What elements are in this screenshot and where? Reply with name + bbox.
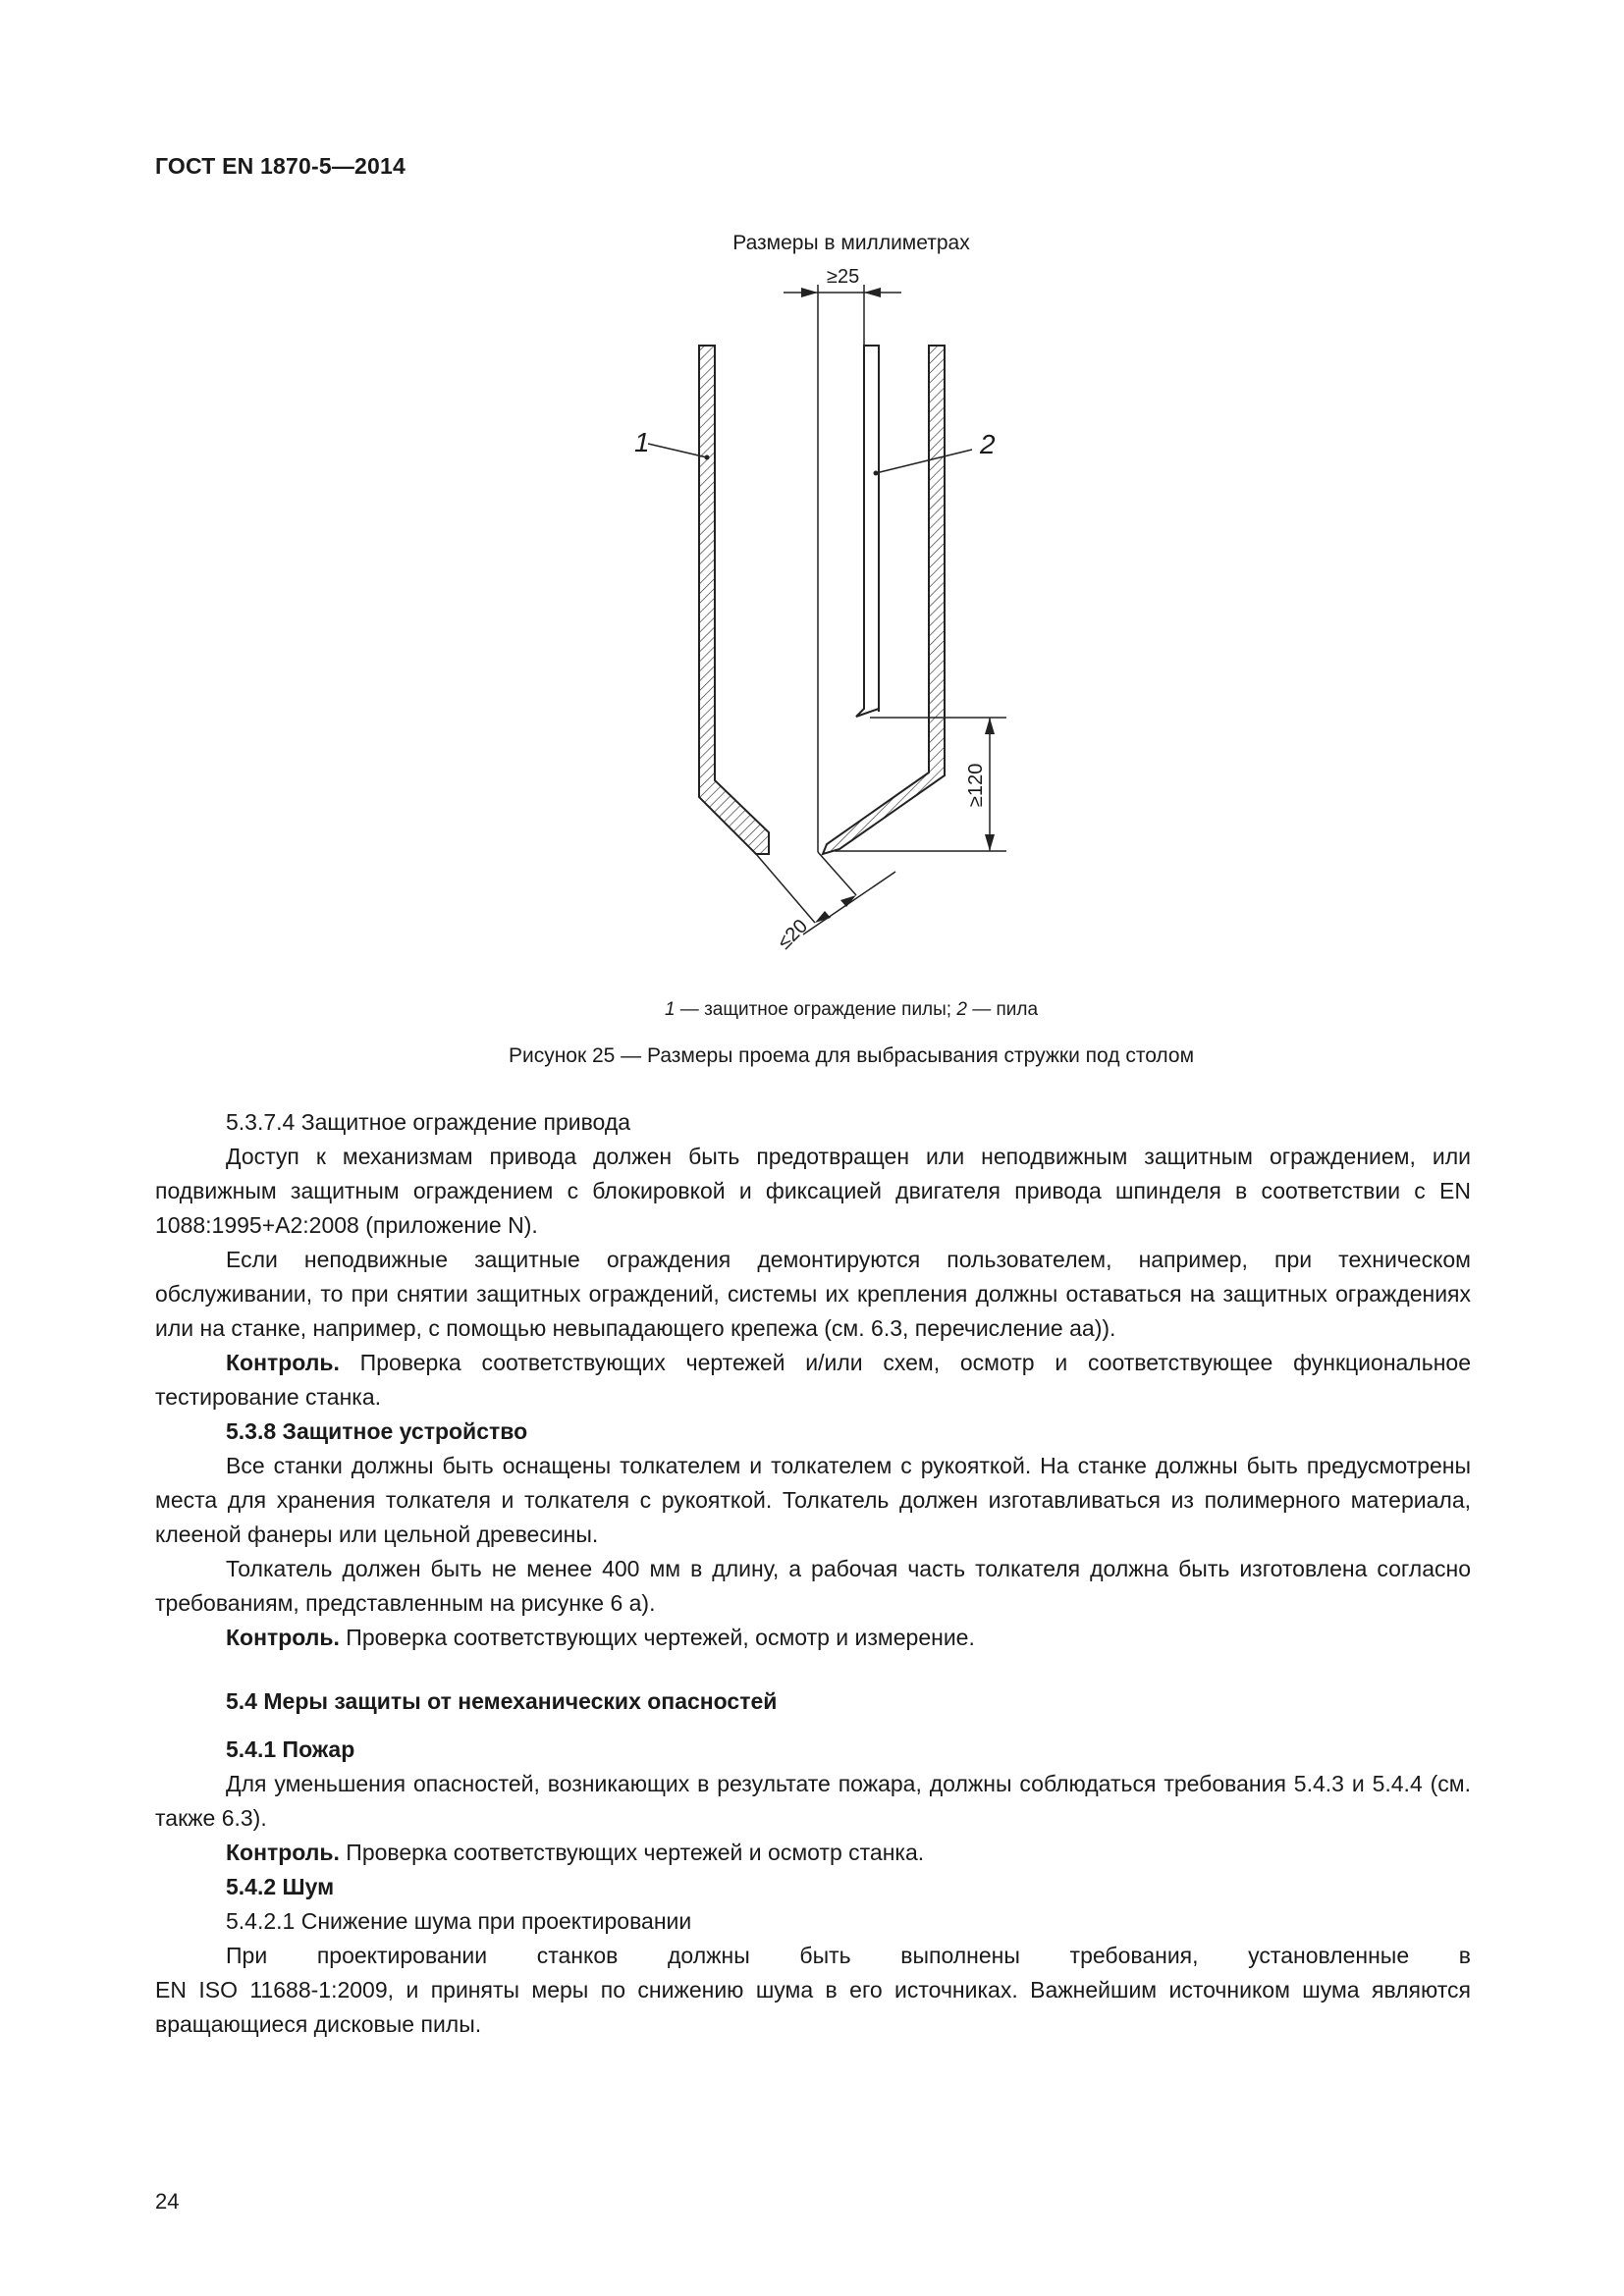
- label-1: 1: [634, 427, 650, 457]
- dim-bottom: ≤20: [773, 915, 813, 954]
- para-fire: Для уменьшения опасностей, возникающих в результате пожара, должны соблюдаться требования 5.4.3 и 5.4.4 (см. также 6.3).: [155, 1771, 1471, 1831]
- para-control-2: [155, 1621, 1471, 1655]
- section-5-4-2: 5.4.2 Шум: [226, 1874, 335, 1899]
- figure-units-note: Размеры в миллиметрах: [732, 232, 970, 254]
- para-noise: [155, 1939, 1471, 2042]
- saw-blade: [856, 346, 879, 717]
- legend-t2: — пила: [966, 999, 1039, 1020]
- noise-line-1: При проектировании станков должны быть выполнены требования, установленные в: [226, 1943, 1471, 1968]
- control-text: Проверка соответствующих чертежей и осмотр станка.: [339, 1840, 925, 1865]
- para-drive-access: Доступ к механизмам привода должен быть предотвращен или неподвижным защитным ограждением, или подвижным защитным ограждением с блокировкой и фиксацией двигателя привода шпинделя в соответствии с EN 1088:1995+A2:2008 (приложение N).: [155, 1144, 1471, 1238]
- control-text: Проверка соответствующих чертежей, осмотр и измерение.: [339, 1625, 975, 1650]
- page-number: 24: [155, 2189, 180, 2214]
- leader-2: [876, 450, 972, 473]
- para-5-3-7-4-heading: 5.3.7.4 Защитное ограждение привода: [226, 1109, 631, 1135]
- dim-top: ≥25: [827, 266, 860, 288]
- control-label: Контроль.: [226, 1625, 340, 1650]
- noise-rest: EN ISO 11688-1:2009, и приняты меры по снижению шума в его источниках. Важнейшим источником шума являются вращающиеся дисковые пилы.: [155, 1977, 1471, 2037]
- para-5-4-2-1-heading: 5.4.2.1 Снижение шума при проектировании: [226, 1908, 692, 1934]
- body-text: [155, 1105, 1471, 2042]
- para-pusher-length: Толкатель должен быть не менее 400 мм в длину, а рабочая часть толкателя должна быть изготовлена согласно требованиям, представленным на рисунке 6 а).: [155, 1556, 1471, 1616]
- control-text: Проверка соответствующих чертежей и/или схем, осмотр и соответствующее функциональное тестирование станка.: [155, 1350, 1471, 1410]
- legend-n1: 1: [664, 999, 676, 1020]
- document-header: ГОСТ EN 1870-5—2014: [155, 153, 406, 179]
- para-pusher: Все станки должны быть оснащены толкателем и толкателем с рукояткой. На станке должны быть предусмотрены места для хранения толкателя и толкателя с рукояткой. Толкатель должен изготавливаться из полимерного материала, клееной фанеры или цельной древесины.: [155, 1453, 1471, 1547]
- section-5-3-8: 5.3.8 Защитное устройство: [226, 1418, 528, 1444]
- section-5-4: 5.4 Меры защиты от немеханических опасностей: [226, 1688, 778, 1714]
- legend-n2: 2: [956, 999, 967, 1020]
- figure-legend: [0, 999, 1624, 1021]
- para-control-1: [155, 1346, 1471, 1415]
- guard-right-wall: [823, 346, 945, 854]
- label-2: 2: [980, 429, 996, 459]
- figure-caption: Рисунок 25 — Размеры проема для выбрасывания стружки под столом: [508, 1044, 1195, 1067]
- control-label: Контроль.: [226, 1840, 340, 1865]
- dim-right: ≥120: [965, 763, 987, 807]
- control-label: Контроль.: [226, 1350, 340, 1375]
- section-5-4-1: 5.4.1 Пожар: [226, 1736, 355, 1762]
- guard-left-wall: [699, 346, 769, 854]
- legend-t1: — защитное ограждение пилы;: [675, 999, 957, 1020]
- para-guard-removal: Если неподвижные защитные ограждения демонтируются пользователем, например, при техническом обслуживании, то при снятии защитных ограждений, системы их крепления должны оставаться на защитных ограждениях или на станке, например, с помощью невыпадающего крепежа (см. 6.3, перечисление аа)).: [155, 1247, 1471, 1341]
- para-control-3: [155, 1836, 1471, 1870]
